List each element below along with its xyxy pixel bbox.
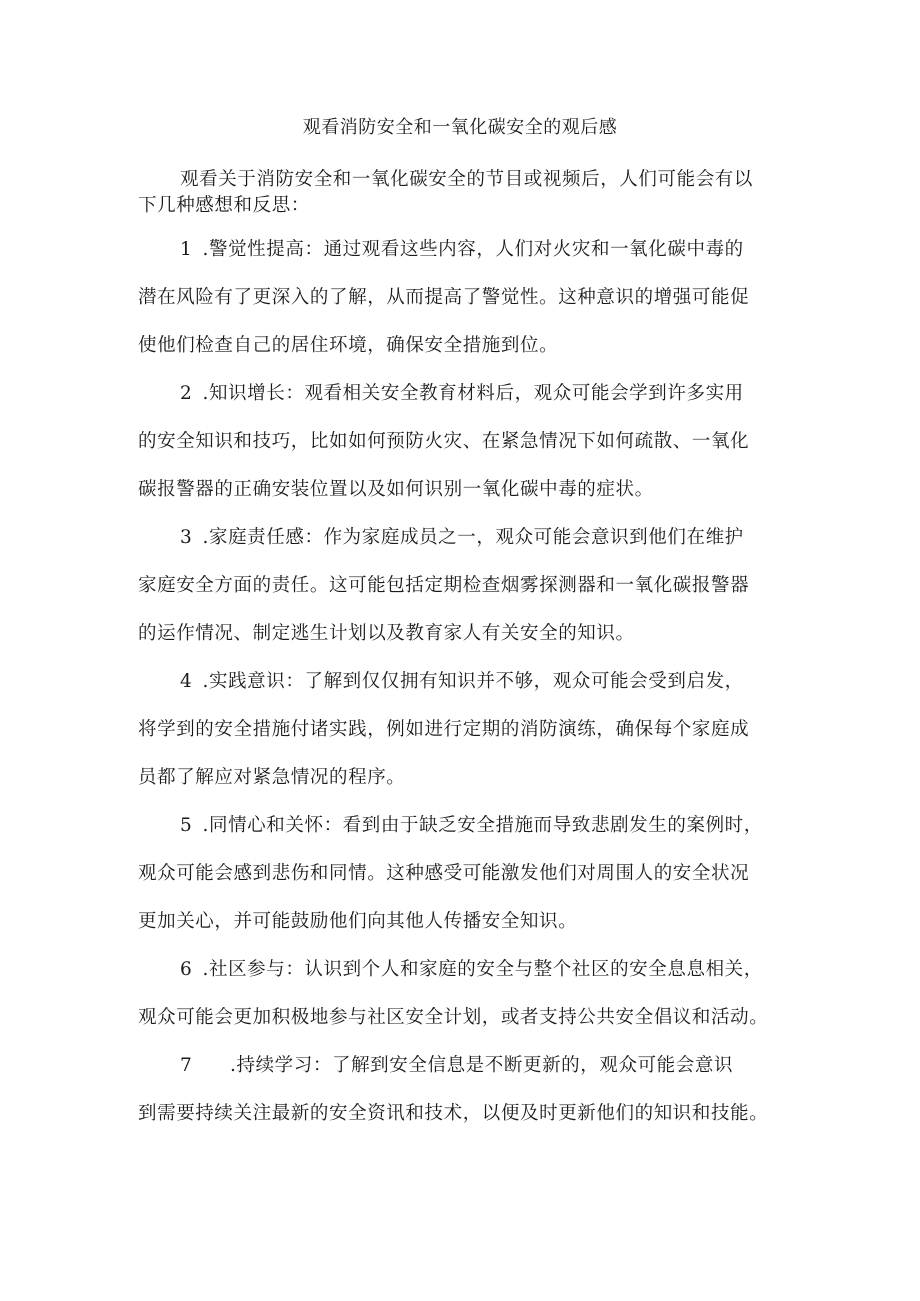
item-text: .社区参与：认识到个人和家庭的安全与整个社区的安全息息相关， [202,959,763,980]
list-item-line: 的安全知识和技巧，比如如何预防火灾、在紧急情况下如何疏散、一氧化 [138,431,750,452]
item-number: 6 [180,959,193,980]
item-text: .家庭责任感：作为家庭成员之一，观众可能会意识到他们在维护 [202,527,744,548]
item-text: .实践意识：了解到仅仅拥有知识并不够，观众可能会受到启发， [202,671,744,692]
list-item-first-line [180,670,744,694]
list-item-line: 使他们检查自己的居住环境，确保安全措施到位。 [138,335,559,356]
list-item-line: 更加关心，并可能鼓励他们向其他人传播安全知识。 [138,911,578,932]
list-item-line: 到需要持续关注最新的安全资讯和技术，以便及时更新他们的知识和技能。 [138,1103,769,1124]
list-item-first-line [180,238,744,262]
item-number: 1 [180,239,193,260]
list-item-line: 员都了解应对紧急情况的程序。 [138,767,406,788]
document-title: 观看消防安全和一氧化碳安全的观后感 [302,117,618,138]
intro-line: 下几种感想和反思： [138,195,310,216]
list-item-first-line [180,526,744,550]
list-item-line: 将学到的安全措施付诸实践，例如进行定期的消防演练，确保每个家庭成 [138,719,750,740]
item-text: .持续学习：了解到安全信息是不断更新的，观众可能会意识 [230,1055,734,1076]
item-number: 7 [180,1055,193,1076]
list-item-first-line [180,958,763,982]
item-number: 3 [180,527,193,548]
list-item-first-line [180,1054,733,1078]
list-item-first-line [180,814,763,838]
list-item-line: 潜在风险有了更深入的了解，从而提高了警觉性。这种意识的增强可能促 [138,287,750,308]
item-number: 4 [180,671,193,692]
intro-line: 观看关于消防安全和一氧化碳安全的节目或视频后，人们可能会有以 [180,169,754,190]
list-item-line: 碳报警器的正确安装位置以及如何识别一氧化碳中毒的症状。 [138,479,654,500]
item-text: .警觉性提高：通过观看这些内容，人们对火灾和一氧化碳中毒的 [202,239,744,260]
item-text: .知识增长：观看相关安全教育材料后，观众可能会学到许多实用 [202,383,744,404]
list-item-line: 观众可能会感到悲伤和同情。这种感受可能激发他们对周围人的安全状况 [138,863,750,884]
list-item-line: 观众可能会更加积极地参与社区安全计划，或者支持公共安全倡议和活动。 [138,1007,769,1028]
item-number: 2 [180,383,193,404]
list-item-first-line [180,382,744,406]
list-item-line: 的运作情况、制定逃生计划以及教育家人有关安全的知识。 [138,623,635,644]
item-text: .同情心和关怀：看到由于缺乏安全措施而导致悲剧发生的案例时， [202,815,763,836]
item-number: 5 [180,815,193,836]
list-item-line: 家庭安全方面的责任。这可能包括定期检查烟雾探测器和一氧化碳报警器 [138,575,750,596]
